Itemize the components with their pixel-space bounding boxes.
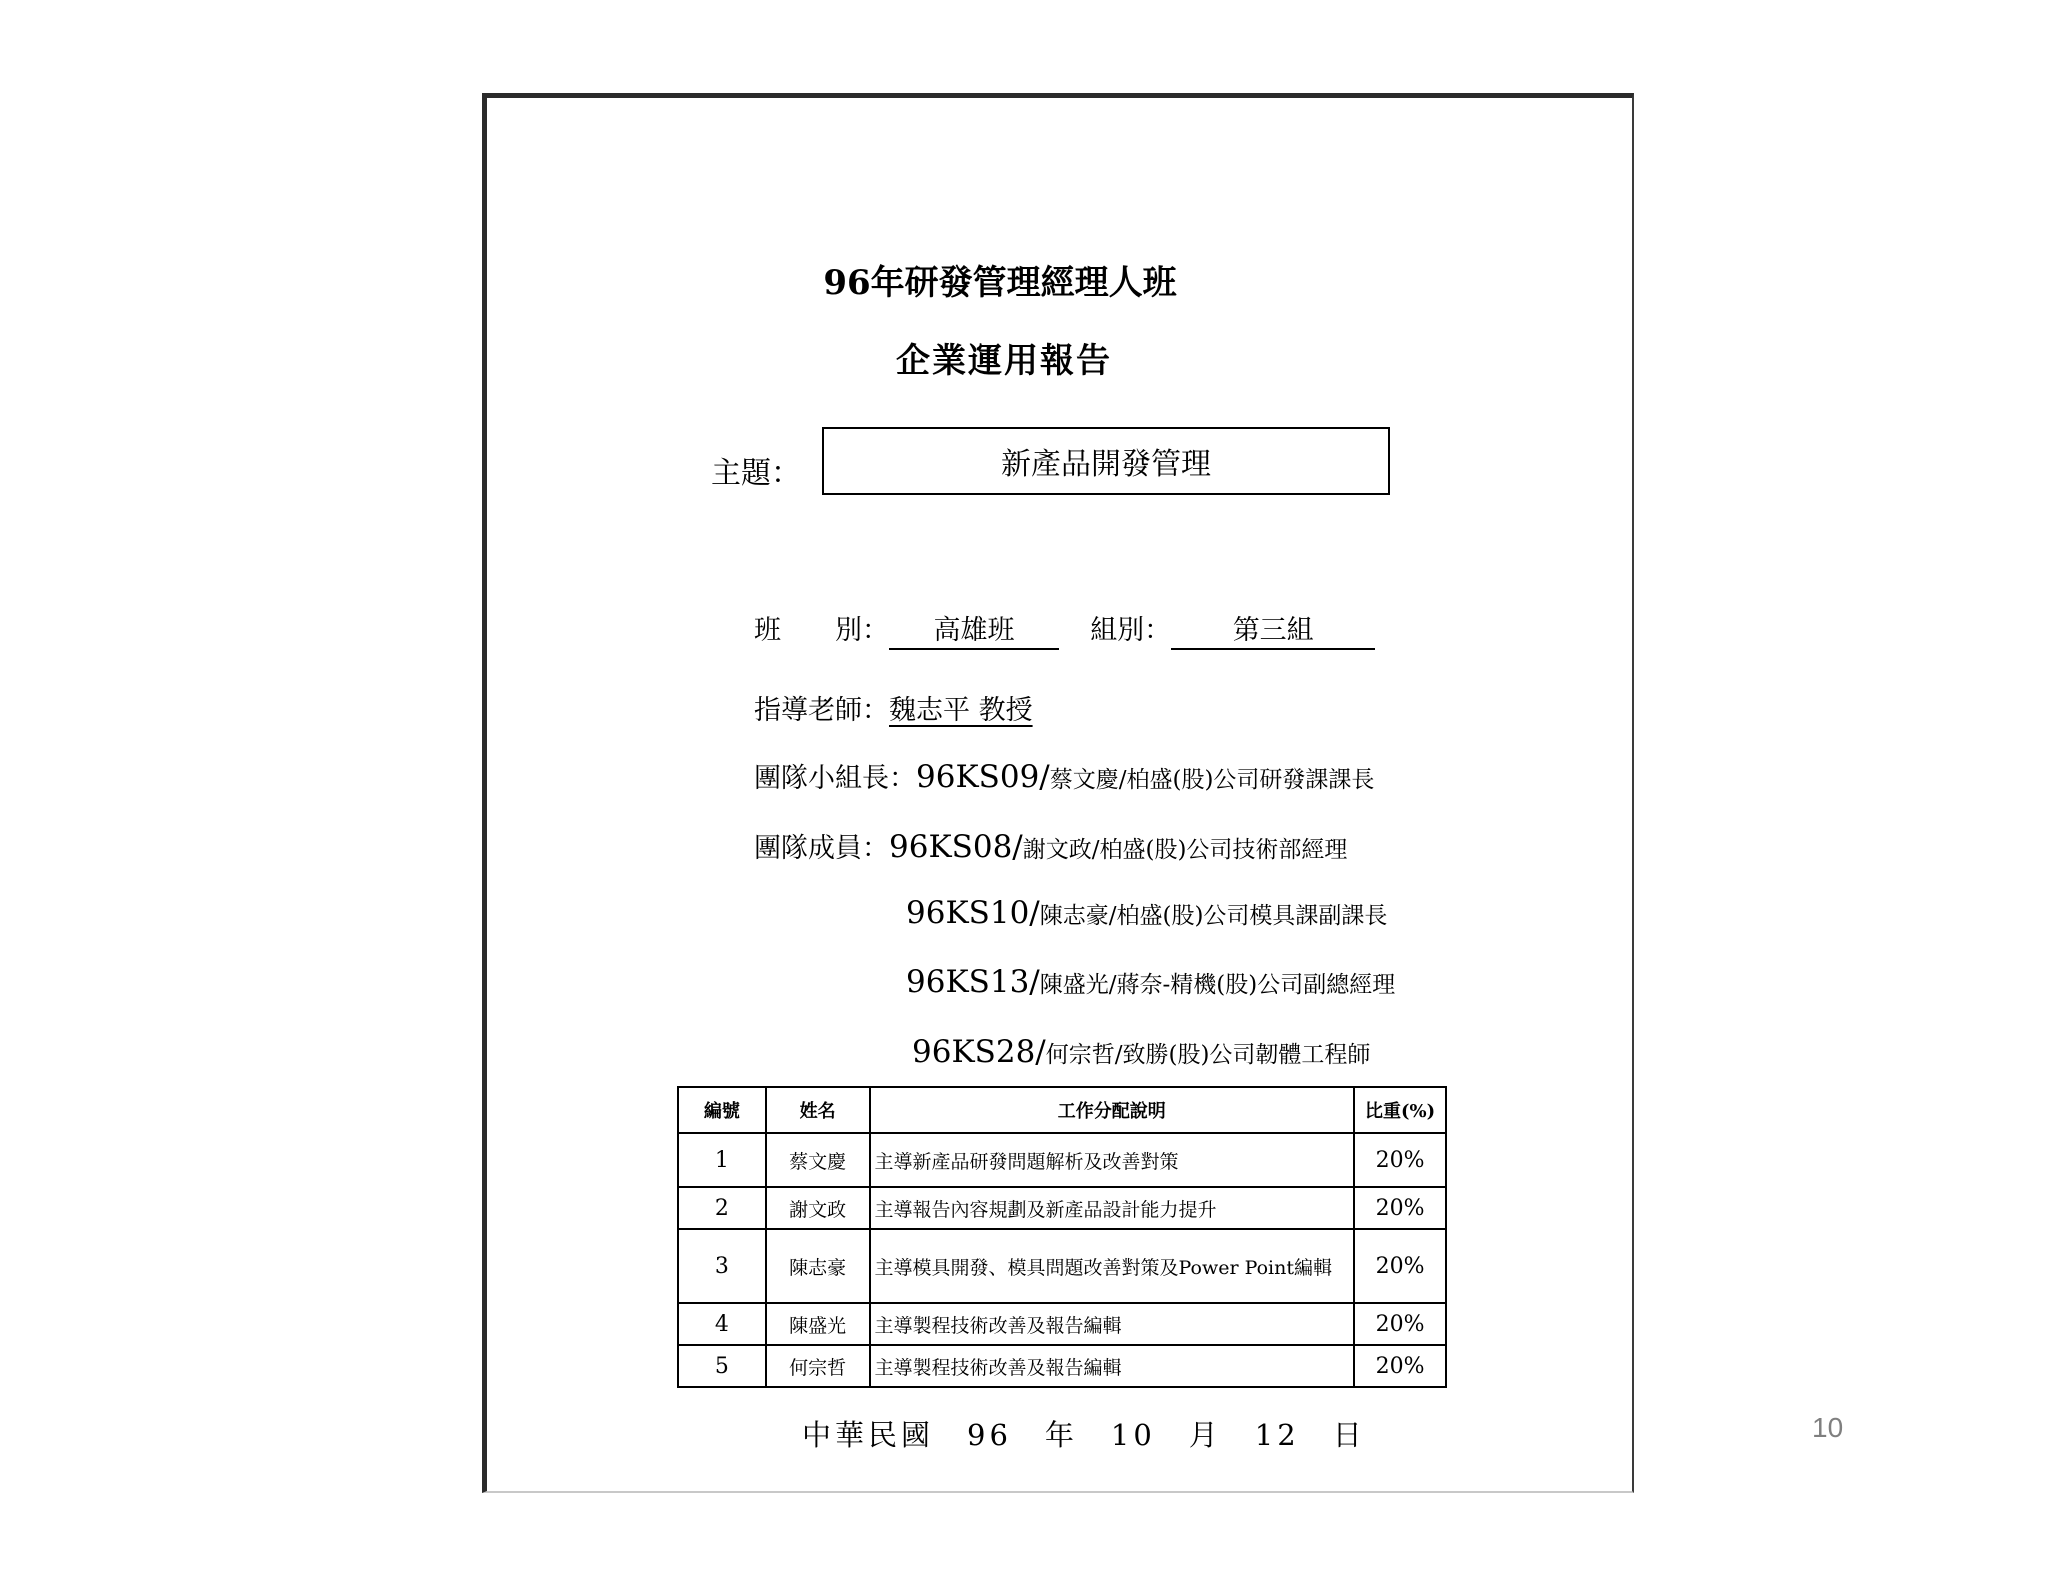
advisor-value: 魏志平 教授 (889, 695, 1033, 726)
advisor-line (754, 688, 1033, 727)
row-desc: 主導新產品研發問題解析及改善對策 (870, 1133, 1355, 1187)
table-row (678, 1303, 1446, 1345)
row-pct: 20% (1354, 1303, 1446, 1345)
row-name: 謝文政 (766, 1187, 870, 1229)
group-label: 組別： (1090, 615, 1172, 646)
table-row (678, 1133, 1446, 1187)
row-pct: 20% (1354, 1187, 1446, 1229)
row-no: 4 (678, 1303, 766, 1345)
row-desc: 主導報告內容規劃及新產品設計能力提升 (870, 1187, 1355, 1229)
row-desc: 主導製程技術改善及報告編輯 (870, 1345, 1355, 1387)
document-title: 96年研發管理經理人班 (823, 263, 1177, 303)
row-name: 何宗哲 (766, 1345, 870, 1387)
table-row (678, 1229, 1446, 1303)
header-cell: 編號 (678, 1087, 766, 1133)
document-subtitle: 企業運用報告 (896, 341, 1112, 381)
row-pct: 20% (1354, 1229, 1446, 1303)
class-line (754, 608, 1375, 650)
subject-box (822, 427, 1390, 495)
members-line (754, 826, 1347, 865)
table-row (678, 1345, 1446, 1387)
row-name: 蔡文慶 (766, 1133, 870, 1187)
member-code: 96KS28/ (912, 1034, 1046, 1070)
member-line (906, 964, 1395, 1000)
header-cell: 比重(%) (1354, 1087, 1446, 1133)
row-no: 5 (678, 1345, 766, 1387)
leader-line (754, 756, 1374, 795)
class-value: 高雄班 (889, 614, 1059, 650)
subject-label: 主題： (711, 456, 801, 491)
member-code: 96KS08/ (889, 829, 1023, 865)
member-info: 何宗哲/致勝(股)公司韌體工程師 (1045, 1042, 1371, 1068)
group-value: 第三組 (1171, 614, 1375, 650)
row-desc: 主導模具開發、模具問題改善對策及Power Point編輯 (870, 1229, 1355, 1303)
table-row (678, 1187, 1446, 1229)
row-no: 1 (678, 1133, 766, 1187)
member-line (912, 1034, 1370, 1070)
row-name: 陳盛光 (766, 1303, 870, 1345)
member-info: 陳盛光/蔣奈-精機(股)公司副總經理 (1039, 972, 1396, 998)
page-number: 10 (1812, 1412, 1844, 1443)
class-label: 班 別： (754, 615, 889, 646)
leader-code: 96KS09/ (916, 759, 1050, 795)
member-code: 96KS10/ (906, 895, 1040, 931)
leader-value: 蔡文慶/柏盛(股)公司研發課課長 (1049, 767, 1375, 793)
table-header-row (678, 1087, 1446, 1133)
row-no: 3 (678, 1229, 766, 1303)
row-name: 陳志豪 (766, 1229, 870, 1303)
document-date: 中華民國 96 年 10 月 12 日 (802, 1418, 1366, 1452)
leader-label: 團隊小組長： (754, 763, 916, 794)
member-info: 謝文政/柏盛(股)公司技術部經理 (1022, 837, 1348, 863)
header-cell: 姓名 (766, 1087, 870, 1133)
members-label: 團隊成員： (754, 833, 889, 864)
row-desc: 主導製程技術改善及報告編輯 (870, 1303, 1355, 1345)
member-line (906, 895, 1387, 931)
subject-value: 新產品開發管理 (1001, 447, 1211, 482)
header-cell: 工作分配說明 (870, 1087, 1355, 1133)
advisor-label: 指導老師： (754, 695, 889, 726)
row-no: 2 (678, 1187, 766, 1229)
work-table (677, 1086, 1447, 1388)
member-info: 陳志豪/柏盛(股)公司模具課副課長 (1039, 903, 1388, 929)
member-code: 96KS13/ (906, 964, 1040, 1000)
row-pct: 20% (1354, 1345, 1446, 1387)
row-pct: 20% (1354, 1133, 1446, 1187)
